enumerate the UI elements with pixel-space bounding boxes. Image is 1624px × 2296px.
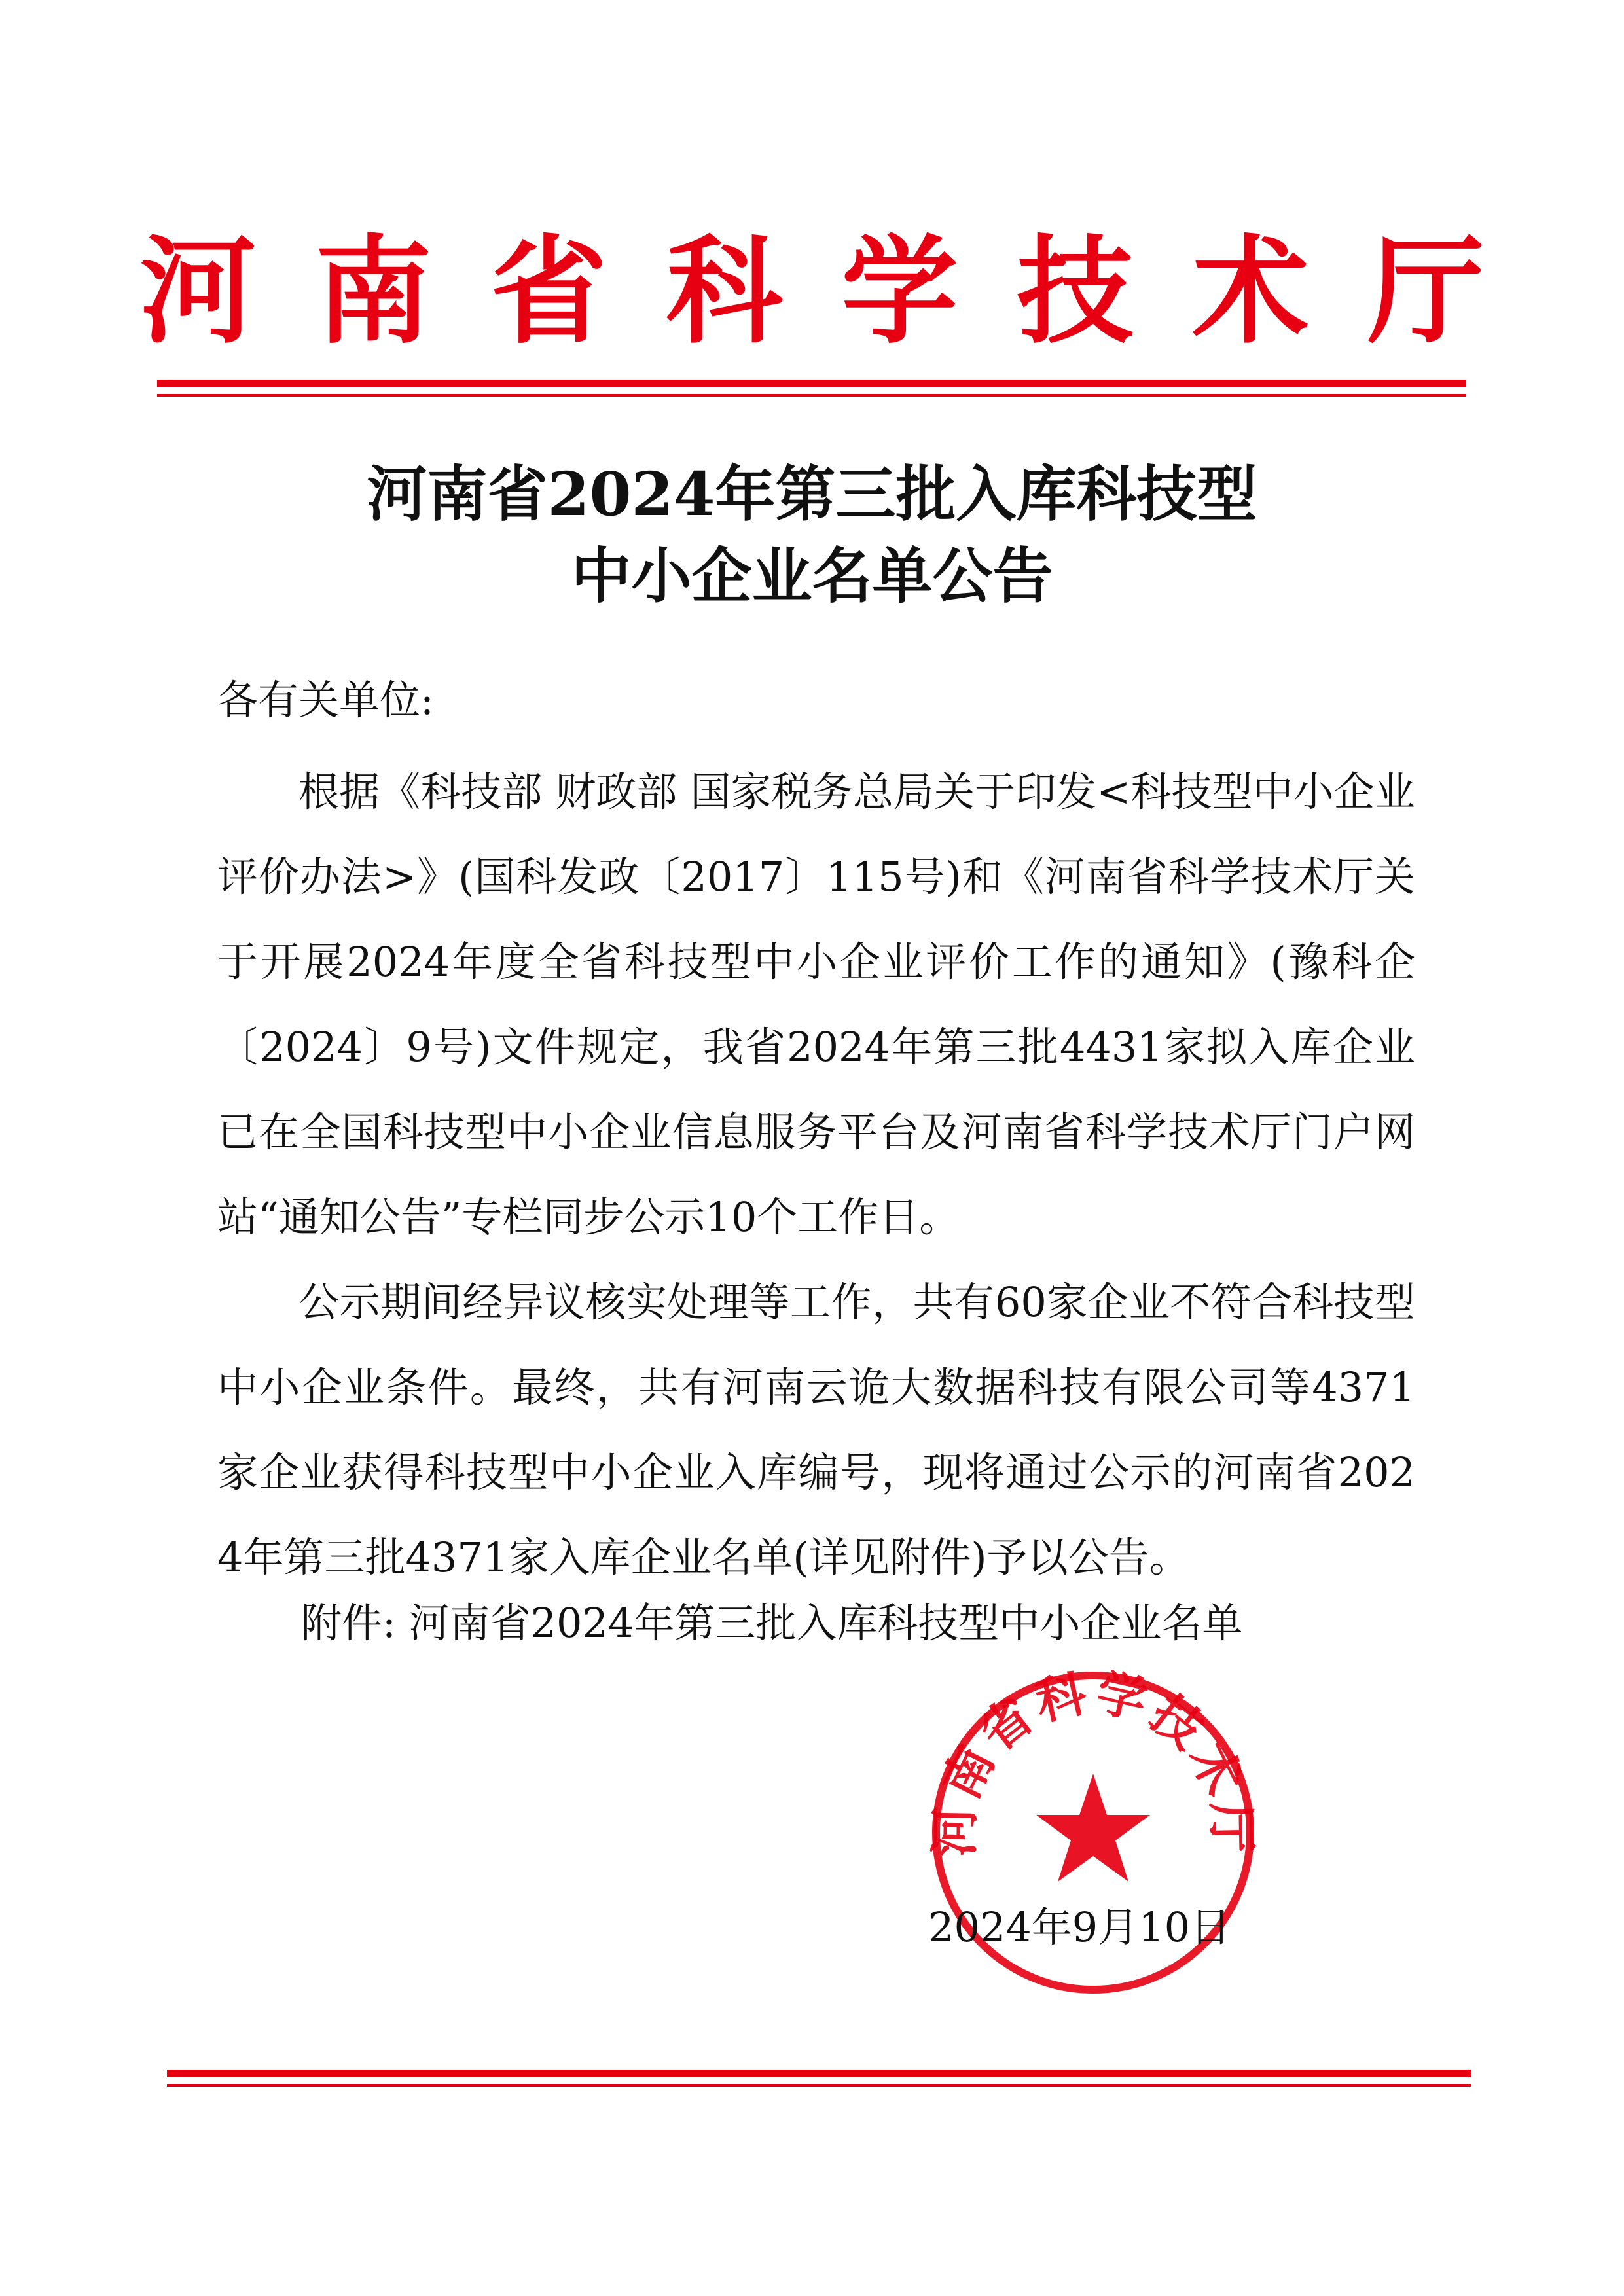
letterhead-rule-thick [157, 380, 1466, 387]
footer-rule-thin [167, 2084, 1471, 2087]
document-title-line-2: 中小企业名单公告 [571, 541, 1053, 611]
seal-star-icon [1036, 1774, 1150, 1882]
signing-date: 2024年9月10日 [928, 1903, 1231, 1951]
document-title-line-1: 河南省2024年第三批入库科技型 [367, 459, 1257, 529]
seal-text: 河南省科学技术厅 [925, 1662, 1261, 1857]
letterhead-rule-thin [157, 394, 1466, 397]
body-paragraph-2: 公示期间经异议核实处理等工作，共有60家企业不符合科技型中小企业条件。最终，共有河南云诡大数据科技有限公司等4371家企业获得科技型中小企业入库编号，现将通过公示的河南省2024年第三批4371家入库企业名单(详见附件)予以公告。 [217, 1278, 1415, 1581]
document-body [217, 749, 1415, 1600]
salutation: 各有关单位: [217, 676, 434, 724]
body-paragraph-1: 根据《科技部 财政部 国家税务总局关于印发<科技型中小企业评价办法>》(国科发政〔2017〕115号)和《河南省科学技术厅关于开展2024年度全省科技型中小企业评价工作的通知》(豫科企〔2024〕9号)文件规定，我省2024年第三批4431家拟入库企业已在全国科技型中小企业信息服务平台及河南省科学技术厅门户网站“通知公告”专栏同步公示10个工作日。 [217, 768, 1415, 1241]
footer-rule-thick [167, 2070, 1471, 2077]
letterhead-org-name: 河南省科学技术厅 [139, 223, 1543, 359]
attachment-note: 附件: 河南省2024年第三批入库科技型中小企业名单 [301, 1599, 1243, 1647]
